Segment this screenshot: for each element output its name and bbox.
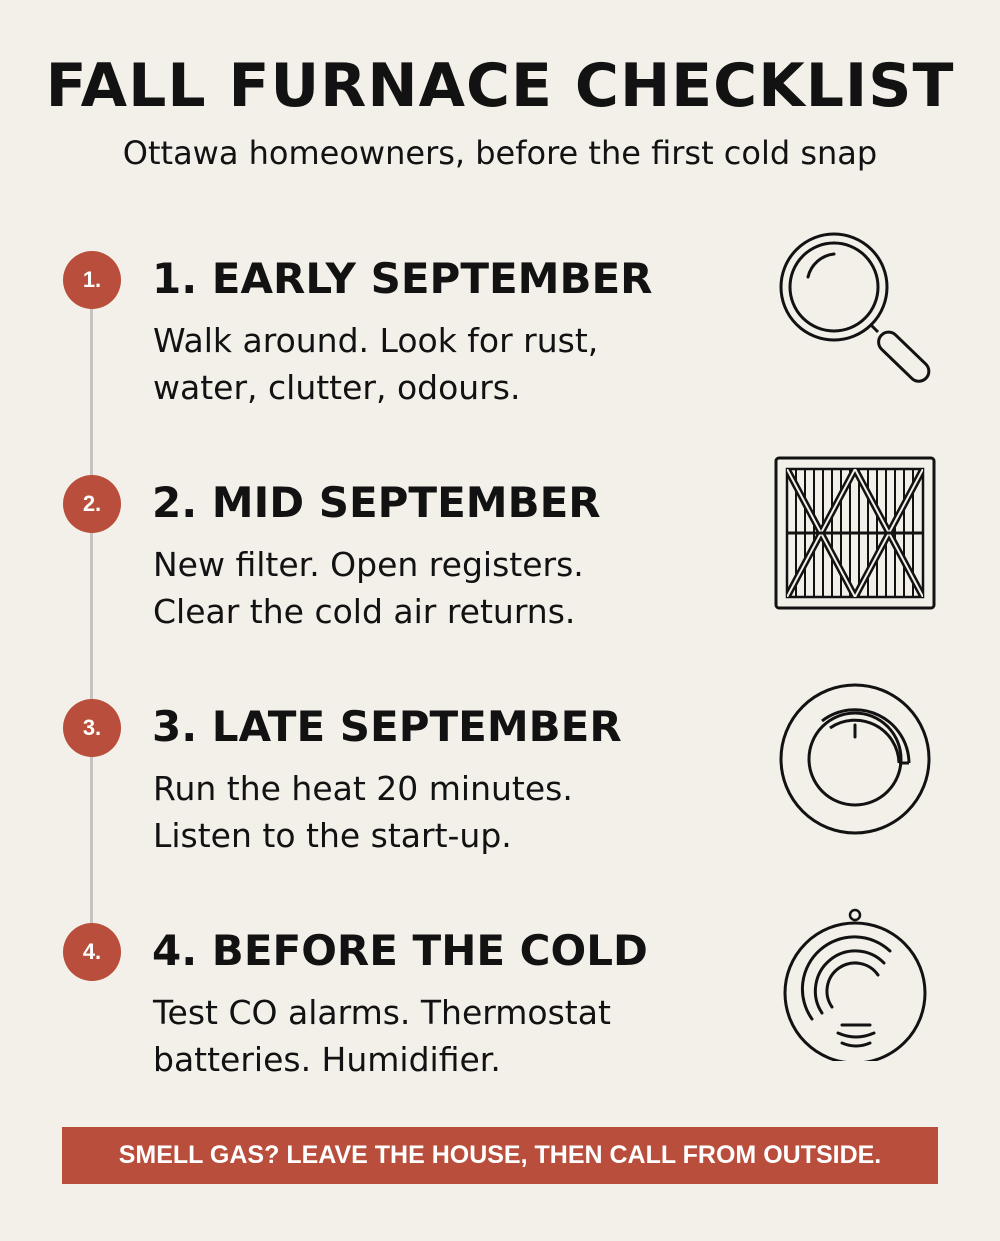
step-description-line: Run the heat 20 minutes.: [153, 769, 573, 808]
gas-safety-banner: SMELL GAS? LEAVE THE HOUSE, THEN CALL FROM OUTSIDE.: [62, 1127, 938, 1184]
step-late-september: [0, 697, 1000, 877]
step-description-line: Listen to the start-up.: [153, 816, 512, 855]
co-alarm-icon: [770, 901, 940, 1061]
step-number-badge: 1.: [63, 251, 121, 309]
step-heading: 1. EARLY SEPTEMBER: [152, 254, 653, 303]
step-description-line: Clear the cold air returns.: [153, 592, 576, 631]
step-description: [153, 541, 743, 635]
step-description-line: Walk around. Look for rust,: [153, 321, 599, 360]
step-number-badge: 3.: [63, 699, 121, 757]
page-title: FALL FURNACE CHECKLIST: [45, 51, 955, 121]
step-description: [153, 765, 743, 859]
step-mid-september: [0, 473, 1000, 653]
step-description-line: batteries. Humidifier.: [153, 1040, 501, 1079]
step-before-the-cold: [0, 921, 1000, 1101]
air-filter-icon: [770, 453, 940, 613]
step-heading: 2. MID SEPTEMBER: [152, 478, 601, 527]
step-description-line: water, clutter, odours.: [153, 368, 521, 407]
page-subtitle: Ottawa homeowners, before the first cold snap: [122, 134, 878, 172]
step-description: [153, 989, 743, 1083]
step-heading: 3. LATE SEPTEMBER: [152, 702, 622, 751]
step-description-line: New filter. Open registers.: [153, 545, 584, 584]
step-heading: 4. BEFORE THE COLD: [152, 926, 648, 975]
thermostat-dial-icon: [770, 677, 940, 837]
step-number-badge: 4.: [63, 923, 121, 981]
step-description-line: Test CO alarms. Thermostat: [153, 993, 611, 1032]
step-number-badge: 2.: [63, 475, 121, 533]
magnifying-glass-icon: [770, 229, 940, 389]
step-description: [153, 317, 743, 411]
step-early-september: [0, 249, 1000, 429]
